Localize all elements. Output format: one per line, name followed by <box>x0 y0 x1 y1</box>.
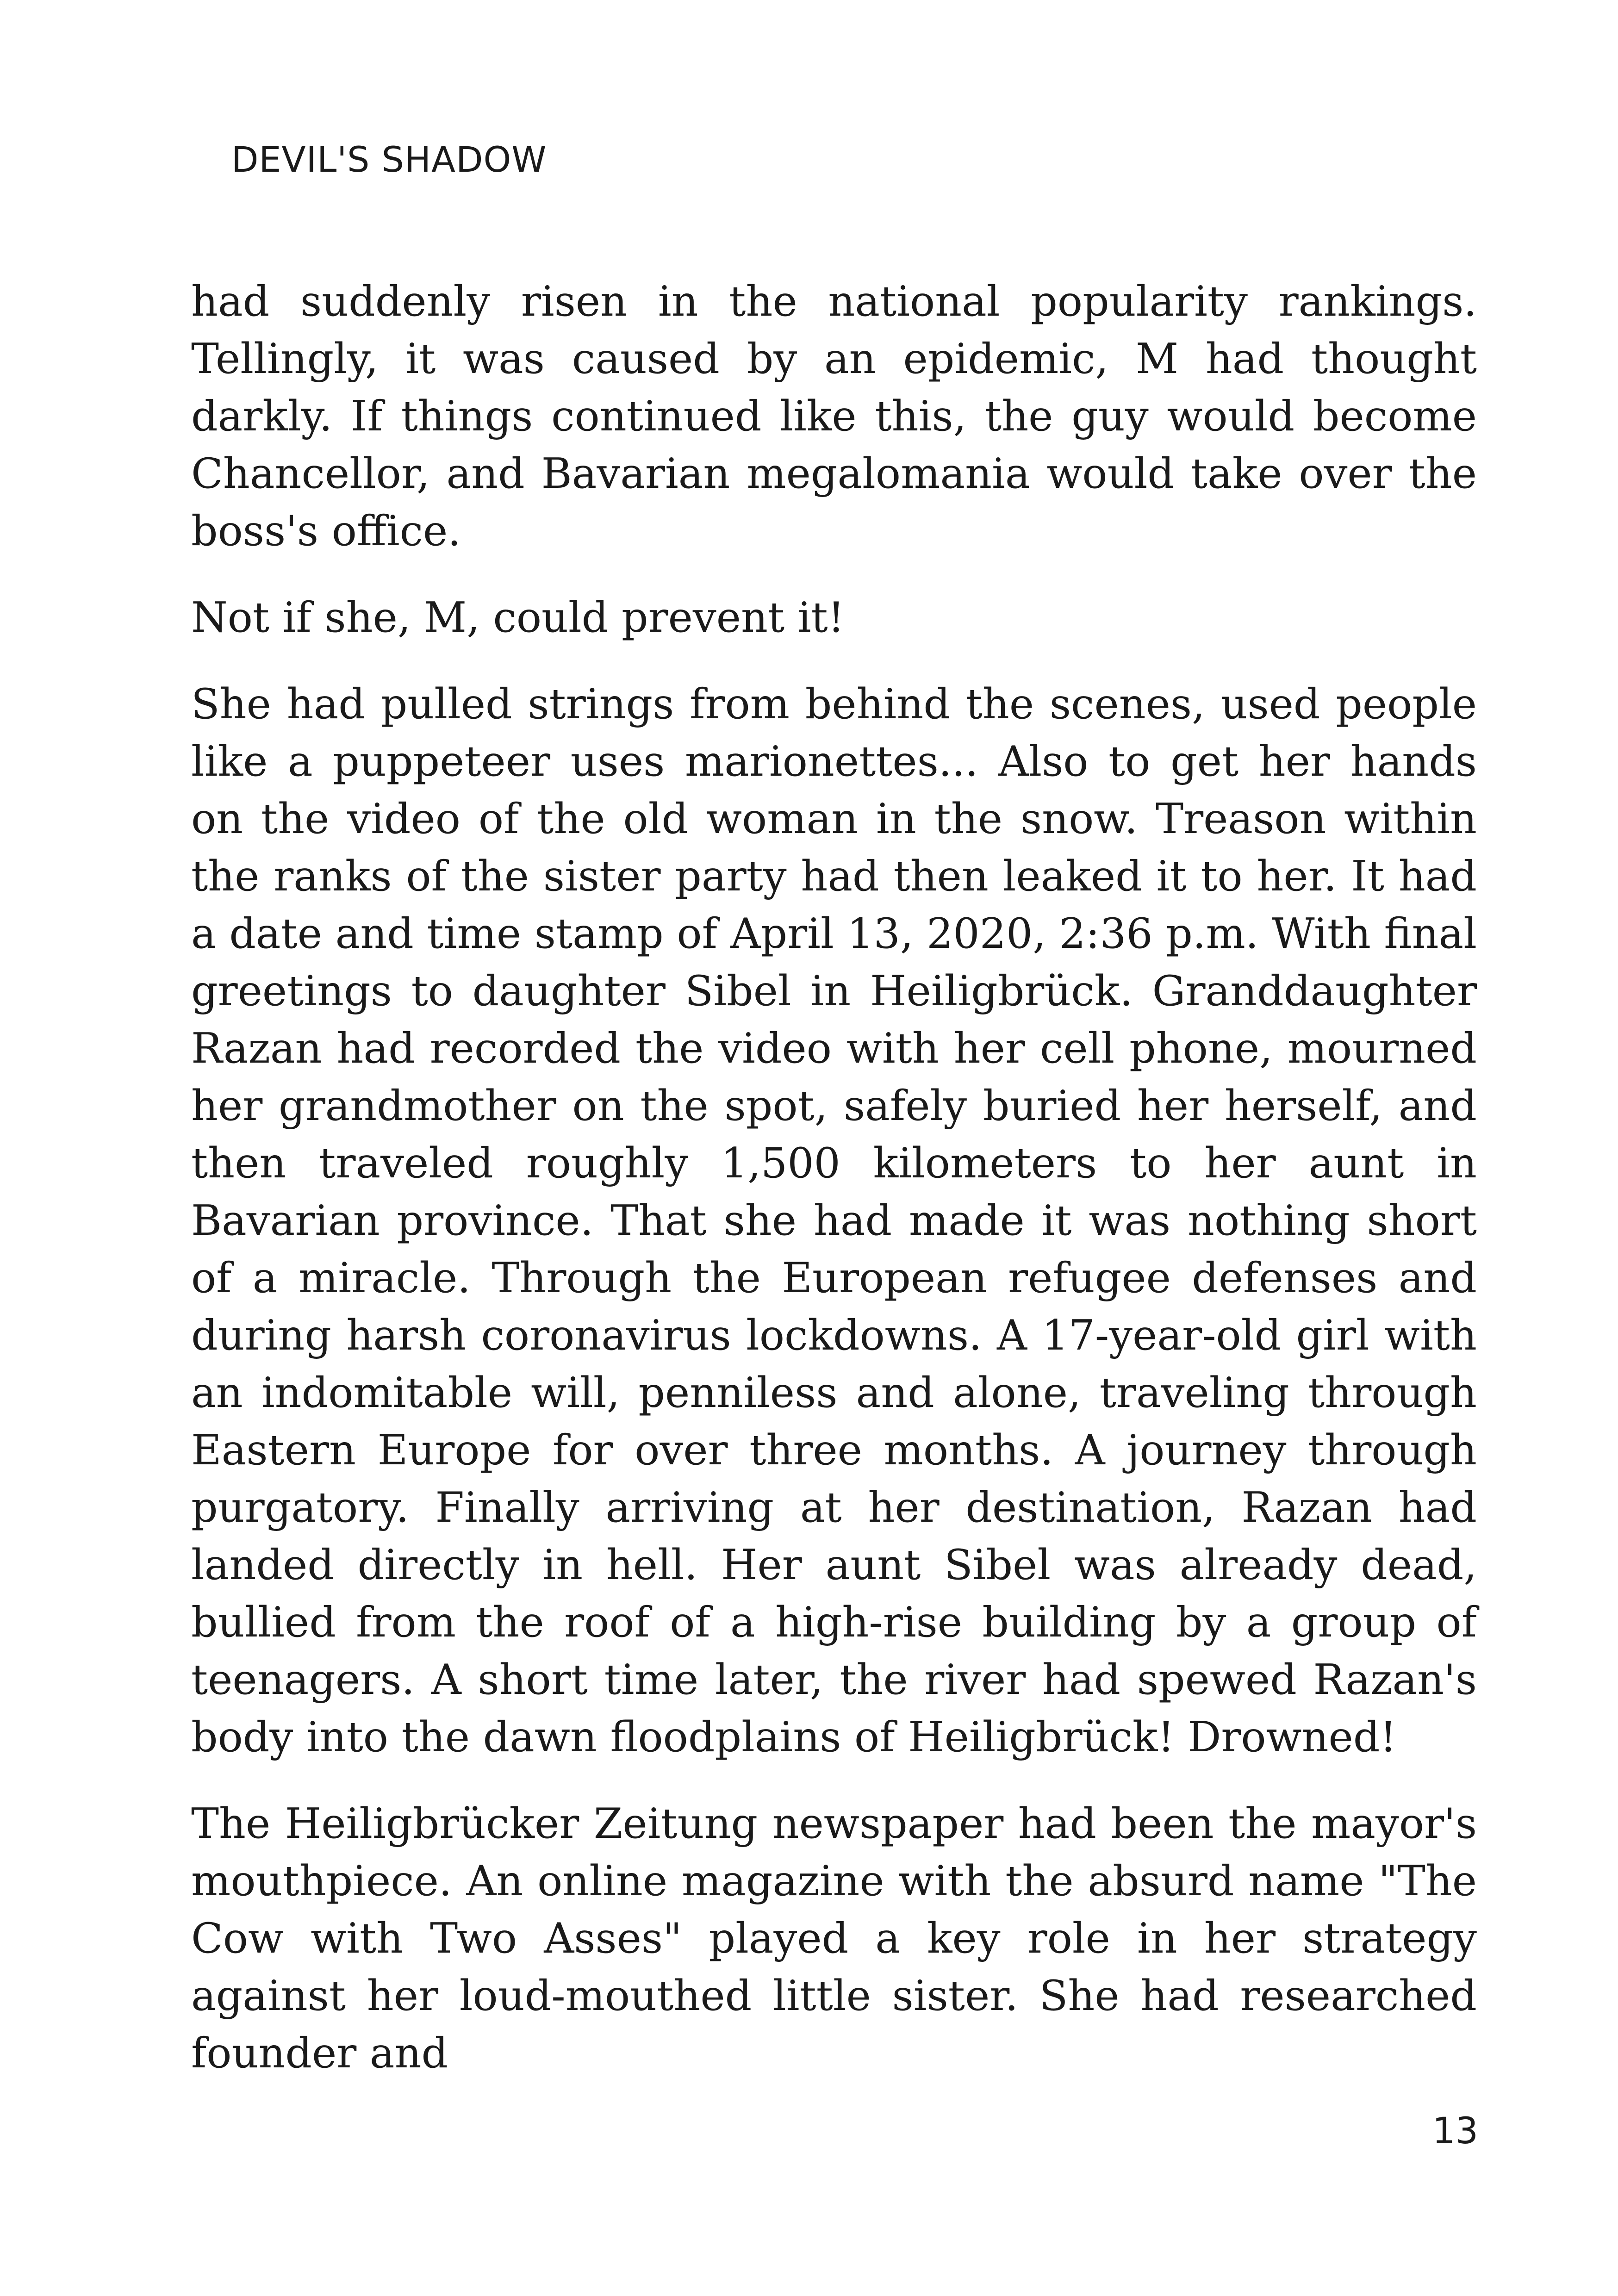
paragraph: had suddenly risen in the national popularity rankings. Tellingly, it was caused by an epidemic, M had thought darkly. If things continued like this, the guy would become Chancellor, and Bavarian megalomania would take over the boss's office. <box>191 277 1477 555</box>
paragraph: She had pulled strings from behind the scenes, used people like a puppeteer uses marionettes... Also to get her hands on the video of the old woman in the snow. Treason within the ranks of the sister party had then leaked it to her. It had a date and time stamp of April 13, 2020, 2:36 p.m. With final greetings to daughter Sibel in Heiligbrück. Granddaughter Razan had recorded the video with her cell phone, mourned her grandmother on the spot, safely buried her herself, and then traveled roughly 1,500 kilometers to her aunt in Bavarian province. That she had made it was nothing short of a miracle. Through the European refugee defenses and during harsh coronavirus lockdowns. A 17-year-old girl with an indomitable will, penniless and alone, traveling through Eastern Europe for over three months. A journey through purgatory. Finally arriving at her destination, Razan had landed directly in hell. Her aunt Sibel was already dead, bullied from the roof of a high-rise building by a group of teenagers. A short time later, the river had spewed Razan's body into the dawn floodplains of Heiligbrück! Drowned! <box>191 680 1477 1761</box>
paragraph: Not if she, M, could prevent it! <box>191 593 845 642</box>
running-header: DEVIL'S SHADOW <box>231 139 547 180</box>
page-number: 13 <box>1432 2110 1478 2152</box>
paragraph: The Heiligbrücker Zeitung newspaper had been the mayor's mouthpiece. An online magazine with the absurd name "The Cow with Two Asses" played a key role in her strategy against her loud-mouthed little sister. She had researched founder and <box>191 1799 1477 2078</box>
body-text <box>191 273 1477 2111</box>
